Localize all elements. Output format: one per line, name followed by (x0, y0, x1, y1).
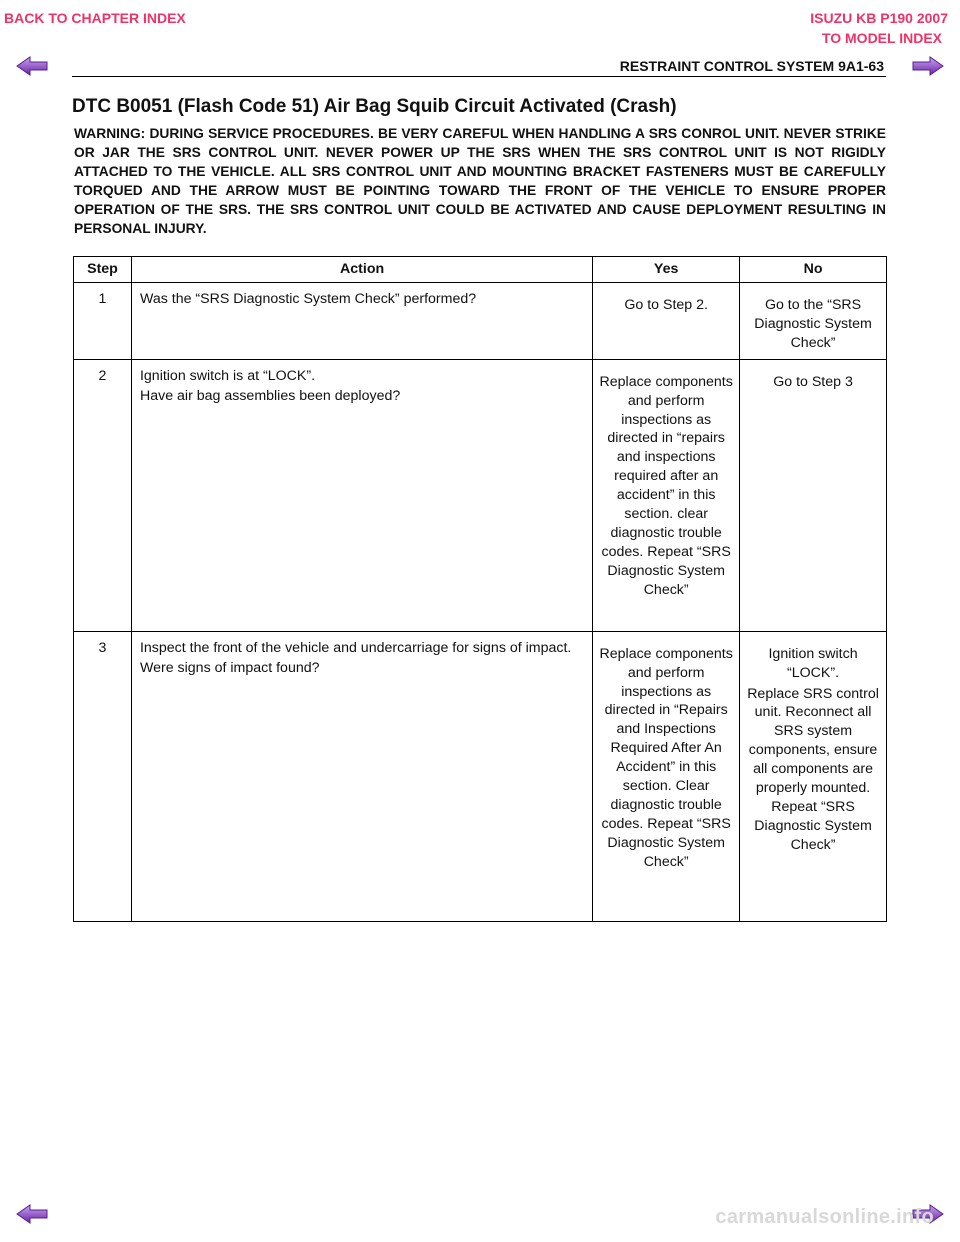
prev-page-left-arrow-icon[interactable] (16, 56, 48, 76)
action-cell (131, 359, 592, 631)
back-to-chapter-index-link[interactable]: BACK TO CHAPTER INDEX (4, 10, 186, 26)
next-page-right-arrow-icon[interactable] (912, 56, 944, 76)
action-text: Was the “SRS Diagnostic System Check” performed? (139, 291, 477, 307)
action-text: Were signs of impact found? (139, 659, 320, 676)
step-number: 1 (74, 283, 132, 360)
yes-cell: Go to Step 2. (593, 283, 740, 360)
action-cell (131, 631, 592, 921)
header-no: No (740, 257, 887, 283)
no-cell (740, 359, 887, 631)
step-number: 2 (74, 359, 132, 631)
action-text: Ignition switch is at “LOCK”. (139, 367, 316, 384)
no-cell (740, 631, 887, 921)
header-step: Step (74, 257, 132, 283)
prev-page-left-arrow-icon-bottom[interactable] (16, 1204, 48, 1224)
table-row (74, 631, 887, 921)
no-cell (740, 283, 887, 360)
header-rule (72, 76, 886, 77)
warning-text: WARNING: DURING SERVICE PROCEDURES. BE VERY CAREFUL WHEN HANDLING A SRS CONROL UNIT. NEVER STRIKE OR JAR THE SRS CONTROL UNIT. NEVER POWER UP THE SRS WHEN THE SRS CONTROL UNIT IS NOT RIGIDLY ATTACHED TO THE VEHICLE. ALL SRS CONTROL UNIT AND MOUNTING BRACKET FASTENERS MUST BE CAREFULLY TORQUED AND THE ARROW MUST BE POINTING TOWARD THE FRONT OF THE VEHICLE TO ENSURE PROPER OPERATION OF THE SRS. THE SRS CONTROL UNIT COULD BE ACTIVATED AND CAUSE DEPLOYMENT RESULTING IN PERSONAL INJURY. (74, 126, 886, 236)
to-model-index-link[interactable]: TO MODEL INDEX (821, 30, 942, 46)
table-header-row (74, 257, 887, 283)
page-title: DTC B0051 (Flash Code 51) Air Bag Squib Circuit Activated (Crash) (72, 96, 677, 117)
yes-cell: Replace components and perform inspections as directed in “Repairs and Inspections Required After An Accident” in this section. Clear diagnostic trouble codes. Repeat “SRS Diagnostic System Check” (593, 631, 740, 921)
no-text: Ignition switch “LOCK”. (768, 645, 858, 681)
model-title-link[interactable]: ISUZU KB P190 2007 (810, 10, 948, 26)
diagnostic-table (73, 256, 887, 922)
yes-cell: Replace components and perform inspections as directed in “repairs and inspections required after an accident” in this section. clear diagnostic trouble codes. Repeat “SRS Diagnostic System Check” (593, 359, 740, 631)
table-row (74, 359, 887, 631)
watermark: carmanualsonline.info (715, 1206, 934, 1228)
action-cell (131, 283, 592, 360)
header-action: Action (131, 257, 592, 283)
action-text: Inspect the front of the vehicle and undercarriage for signs of impact. (139, 639, 572, 656)
step-number: 3 (74, 631, 132, 921)
table-row (74, 283, 887, 360)
no-text: Go to the “SRS Diagnostic System Check” (754, 297, 872, 351)
no-text: Replace SRS control unit. Reconnect all SRS system components, ensure all components are properly mounted. Repeat “SRS Diagnostic System Check” (747, 685, 879, 853)
action-text: Have air bag assemblies been deployed? (139, 387, 401, 404)
section-header: RESTRAINT CONTROL SYSTEM 9A1-63 (619, 58, 884, 74)
header-yes: Yes (593, 257, 740, 283)
no-text: Go to Step 3 (773, 373, 853, 390)
